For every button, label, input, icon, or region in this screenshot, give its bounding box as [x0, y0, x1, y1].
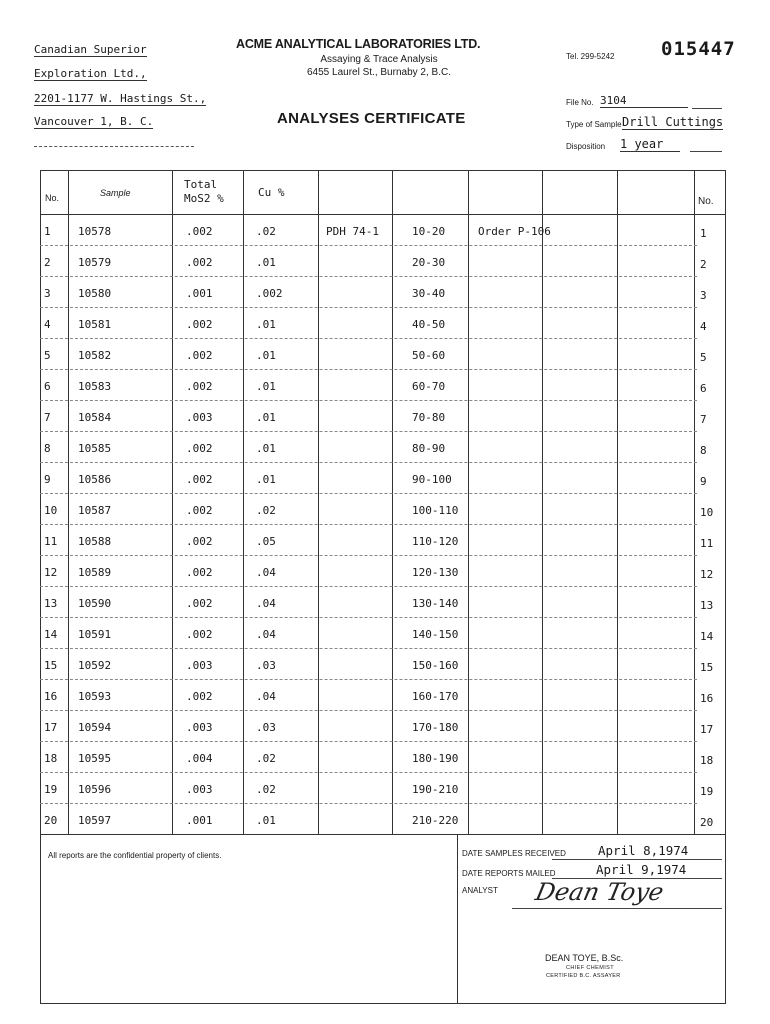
col-line	[617, 170, 618, 834]
mos2-value: .003	[186, 659, 213, 672]
cu-value: .04	[256, 597, 276, 610]
row-number: 4	[44, 318, 51, 331]
cu-value: .02	[256, 225, 276, 238]
mailed-date: April 9,1974	[596, 862, 687, 877]
row-number-right: 12	[700, 568, 714, 581]
signer-title: CHIEF CHEMIST	[566, 965, 614, 971]
depth-interval: 30-40	[412, 287, 446, 300]
row-separator	[40, 307, 697, 308]
depth-interval: 50-60	[412, 349, 446, 362]
sample-id: 10594	[78, 721, 112, 734]
signer-cert: CERTIFIED B.C. ASSAYER	[546, 973, 621, 979]
client-name: Canadian Superior	[34, 43, 147, 56]
col-header-cu: Cu %	[258, 186, 285, 199]
row-separator	[40, 524, 697, 525]
received-line	[552, 859, 722, 860]
depth-interval: 130-140	[412, 597, 459, 610]
row-number-right: 15	[700, 661, 714, 674]
depth-interval: 120-130	[412, 566, 459, 579]
mos2-value: .002	[186, 504, 213, 517]
mos2-value: .001	[186, 814, 213, 827]
sample-id: 10593	[78, 690, 112, 703]
mos2-value: .002	[186, 566, 213, 579]
depth-interval: 180-190	[412, 752, 459, 765]
client-address: 2201-1177 W. Hastings St.,	[34, 92, 207, 105]
row-separator	[40, 648, 697, 649]
depth-interval: 10-20	[412, 225, 446, 238]
row-number: 7	[44, 411, 51, 424]
row-number-right: 20	[700, 816, 714, 829]
row-number-right: 17	[700, 723, 714, 736]
row-number: 9	[44, 473, 51, 486]
mos2-value: .002	[186, 318, 213, 331]
sample-id: 10591	[78, 628, 112, 641]
row-number: 11	[44, 535, 58, 548]
mos2-value: .002	[186, 349, 213, 362]
sample-id: 10586	[78, 473, 112, 486]
mos2-value: .003	[186, 721, 213, 734]
cu-value: .01	[256, 442, 276, 455]
order-number: Order P-106	[478, 225, 551, 238]
row-number: 16	[44, 690, 58, 703]
col-line	[68, 170, 69, 834]
mos2-value: .002	[186, 535, 213, 548]
depth-interval: 110-120	[412, 535, 459, 548]
cu-value: .002	[256, 287, 283, 300]
depth-interval: 90-100	[412, 473, 452, 486]
row-number: 3	[44, 287, 51, 300]
sample-id: 10589	[78, 566, 112, 579]
row-number: 18	[44, 752, 58, 765]
hole-id: PDH 74-1	[326, 225, 379, 238]
depth-interval: 60-70	[412, 380, 446, 393]
row-separator	[40, 741, 697, 742]
mos2-value: .001	[186, 287, 213, 300]
row-number-right: 6	[700, 382, 707, 395]
mos2-value: .002	[186, 442, 213, 455]
row-number-right: 19	[700, 785, 714, 798]
confidential-notice: All reports are the confidential property of clients.	[48, 851, 222, 860]
client-city: Vancouver 1, B. C.	[34, 115, 154, 128]
depth-interval: 150-160	[412, 659, 459, 672]
row-number-right: 10	[700, 506, 714, 519]
row-number-right: 1	[700, 227, 707, 240]
mailed-label: DATE REPORTS MAILED	[462, 869, 556, 878]
depth-interval: 70-80	[412, 411, 446, 424]
sample-id: 10588	[78, 535, 112, 548]
row-separator	[40, 245, 697, 246]
row-separator	[40, 772, 697, 773]
disposition-line	[690, 151, 722, 152]
col-line	[542, 170, 543, 834]
mos2-value: .003	[186, 783, 213, 796]
cu-value: .01	[256, 256, 276, 269]
col-line	[318, 170, 319, 834]
lab-name: ACME ANALYTICAL LABORATORIES LTD.	[236, 37, 481, 51]
cu-value: .01	[256, 349, 276, 362]
row-number: 10	[44, 504, 58, 517]
sample-id: 10596	[78, 783, 112, 796]
row-number-right: 4	[700, 320, 707, 333]
row-number-right: 16	[700, 692, 714, 705]
disposition-value: 1 year	[620, 137, 680, 152]
sample-id: 10587	[78, 504, 112, 517]
row-number: 17	[44, 721, 58, 734]
mos2-value: .002	[186, 473, 213, 486]
address-blank-line	[34, 146, 194, 147]
cu-value: .02	[256, 752, 276, 765]
certificate-number: 015447	[661, 38, 736, 60]
cu-value: .03	[256, 721, 276, 734]
row-separator	[40, 462, 697, 463]
lab-subtitle: Assaying & Trace Analysis	[320, 54, 438, 65]
depth-interval: 80-90	[412, 442, 446, 455]
row-separator	[40, 679, 697, 680]
cu-value: .01	[256, 380, 276, 393]
col-header-mos2-line1: Total	[184, 178, 218, 191]
mos2-value: .002	[186, 380, 213, 393]
row-number-right: 5	[700, 351, 707, 364]
signer-name: DEAN TOYE, B.Sc.	[545, 953, 624, 963]
col-header-no: No.	[45, 193, 60, 203]
depth-interval: 40-50	[412, 318, 446, 331]
row-separator	[40, 276, 697, 277]
row-number: 6	[44, 380, 51, 393]
cu-value: .01	[256, 814, 276, 827]
row-number: 8	[44, 442, 51, 455]
header-separator	[40, 214, 726, 215]
row-separator	[40, 617, 697, 618]
mos2-value: .002	[186, 690, 213, 703]
cu-value: .02	[256, 504, 276, 517]
row-separator	[40, 338, 697, 339]
lab-address: 6455 Laurel St., Burnaby 2, B.C.	[307, 67, 451, 78]
row-number-right: 11	[700, 537, 714, 550]
mos2-value: .002	[186, 597, 213, 610]
sample-type-label: Type of Sample	[566, 120, 622, 129]
row-separator	[40, 369, 697, 370]
analyst-line	[512, 908, 722, 909]
mos2-value: .002	[186, 628, 213, 641]
sample-id: 10584	[78, 411, 112, 424]
row-number: 12	[44, 566, 58, 579]
analyst-signature: Dean Toye	[533, 878, 667, 906]
col-line	[468, 170, 469, 834]
cu-value: .04	[256, 628, 276, 641]
file-no-label: File No.	[566, 98, 594, 107]
mos2-value: .003	[186, 411, 213, 424]
row-number-right: 18	[700, 754, 714, 767]
file-no-line	[692, 108, 722, 109]
analyst-label: ANALYST	[462, 886, 498, 895]
col-header-no-right: No.	[698, 196, 714, 207]
sample-id: 10585	[78, 442, 112, 455]
cu-value: .04	[256, 566, 276, 579]
row-number-right: 7	[700, 413, 707, 426]
cu-value: .01	[256, 473, 276, 486]
sample-id: 10581	[78, 318, 112, 331]
received-date: April 8,1974	[598, 843, 689, 858]
row-separator	[40, 803, 697, 804]
disposition-label: Disposition	[566, 142, 606, 151]
depth-interval: 20-30	[412, 256, 446, 269]
row-number: 19	[44, 783, 58, 796]
depth-interval: 170-180	[412, 721, 459, 734]
mos2-value: .002	[186, 225, 213, 238]
client-name-2: Exploration Ltd.,	[34, 67, 147, 80]
sample-id: 10595	[78, 752, 112, 765]
page-title: ANALYSES CERTIFICATE	[277, 110, 466, 127]
footer-separator	[40, 834, 726, 835]
mos2-value: .002	[186, 256, 213, 269]
mos2-value: .004	[186, 752, 213, 765]
sample-type-value: Drill Cuttings	[622, 115, 724, 129]
sample-id: 10582	[78, 349, 112, 362]
col-header-sample: Sample	[100, 188, 131, 198]
row-separator	[40, 555, 697, 556]
depth-interval: 190-210	[412, 783, 459, 796]
sample-id: 10597	[78, 814, 112, 827]
row-separator	[40, 493, 697, 494]
row-number-right: 3	[700, 289, 707, 302]
row-separator	[40, 710, 697, 711]
row-number: 14	[44, 628, 58, 641]
row-number-right: 2	[700, 258, 707, 271]
cu-value: .01	[256, 411, 276, 424]
row-number: 15	[44, 659, 58, 672]
cu-value: .05	[256, 535, 276, 548]
cu-value: .04	[256, 690, 276, 703]
sample-id: 10592	[78, 659, 112, 672]
sample-id: 10583	[78, 380, 112, 393]
sample-id: 10590	[78, 597, 112, 610]
row-separator	[40, 431, 697, 432]
row-separator	[40, 400, 697, 401]
row-number: 5	[44, 349, 51, 362]
footer-divider	[457, 834, 458, 1004]
depth-interval: 210-220	[412, 814, 459, 827]
row-number-right: 14	[700, 630, 714, 643]
depth-interval: 140-150	[412, 628, 459, 641]
file-no-value: 3104	[600, 94, 688, 108]
received-label: DATE SAMPLES RECEIVED	[462, 849, 566, 858]
col-line	[392, 170, 393, 834]
row-number: 20	[44, 814, 58, 827]
row-number: 2	[44, 256, 51, 269]
cu-value: .02	[256, 783, 276, 796]
col-line	[243, 170, 244, 834]
row-number-right: 8	[700, 444, 707, 457]
depth-interval: 160-170	[412, 690, 459, 703]
row-number-right: 13	[700, 599, 714, 612]
col-line	[694, 170, 695, 834]
row-separator	[40, 586, 697, 587]
col-header-mos2-line2: MoS2 %	[184, 192, 224, 205]
telephone: Tel. 299-5242	[566, 52, 615, 61]
row-number-right: 9	[700, 475, 707, 488]
sample-id: 10580	[78, 287, 112, 300]
cu-value: .03	[256, 659, 276, 672]
depth-interval: 100-110	[412, 504, 459, 517]
cu-value: .01	[256, 318, 276, 331]
sample-id: 10579	[78, 256, 112, 269]
sample-id: 10578	[78, 225, 112, 238]
col-line	[172, 170, 173, 834]
row-number: 13	[44, 597, 58, 610]
row-number: 1	[44, 225, 51, 238]
